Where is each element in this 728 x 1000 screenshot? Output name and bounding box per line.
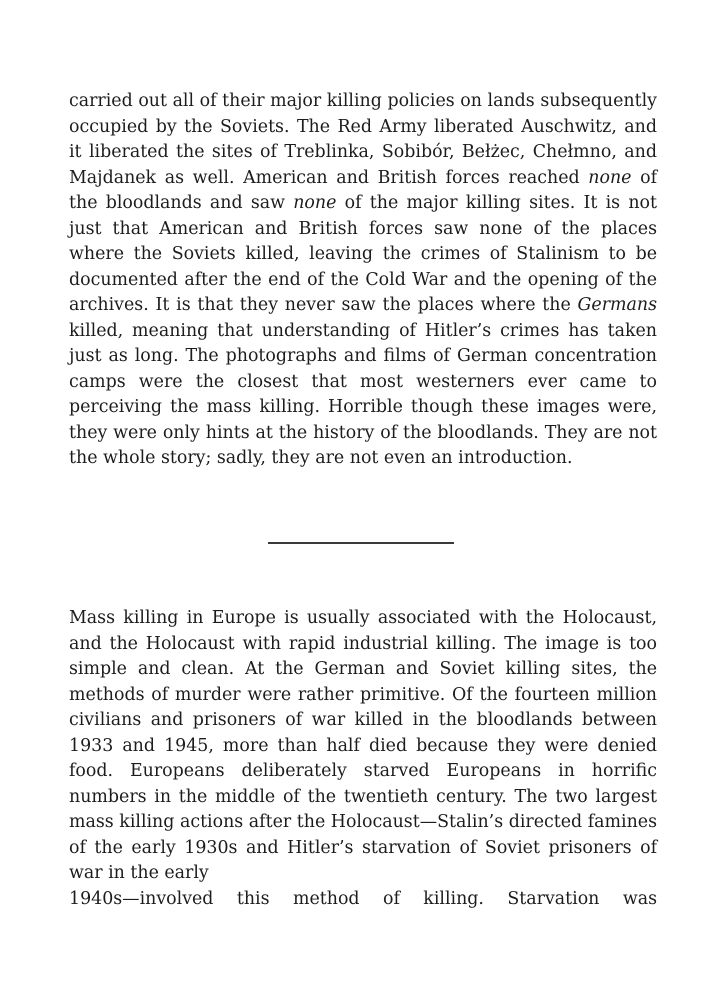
section-divider [268, 542, 454, 544]
emphasis-text: none [293, 193, 337, 213]
paragraph-last-line: 1940s—involved this method of killing. Starvation was [69, 888, 657, 909]
paragraph-text: of the bloodlands and saw [69, 167, 658, 213]
emphasis-text: none [588, 167, 632, 188]
body-paragraph [69, 89, 657, 472]
paragraph-text: carried out all of their major killing policies on lands subsequently occupied by the Soviets. The Red Army liberated Auschwitz, and it liberated the sites of Treblinka, Sobibór, Bełżec, Chełmno, and Majdanek as well. American and British forces reached [69, 91, 657, 188]
body-paragraph [69, 606, 657, 912]
paragraph-text: of the major killing sites. It is not just that American and British forces saw none of the places where the Soviets killed, leaving the crimes of Stalinism to be documented after the end of the Cold War and the opening of the archives. It is that they never saw the places where the [69, 193, 657, 315]
emphasis-text: Germans [577, 295, 657, 315]
paragraph-text: killed, meaning that understanding of Hitler’s crimes has taken just as long. The photographs and films of German concentration camps were the closest that most westerners ever came to perceiving the mass killing. Horrible though these images were, they were only hints at the history of the bloodlands. They are not the whole story; sadly, they are not even an introduction. [69, 320, 657, 468]
paragraph-text: Mass killing in Europe is usually associated with the Holocaust, and the Holocaust with rapid industrial killing. The image is too simple and clean. At the German and Soviet killing sites, the methods of murder were rather primitive. Of the fourteen million civilians and prisoners of war killed in the bloodlands between 1933 and 1945, more than half died because they were denied food. Europeans deliberately starved Europeans in horrific numbers in the middle of the twentieth century. The two largest mass killing actions after the Holocaust—Stalin’s directed famines of the early 1930s and Hitler’s starvation of Soviet prisoners of war in the early [69, 608, 657, 883]
